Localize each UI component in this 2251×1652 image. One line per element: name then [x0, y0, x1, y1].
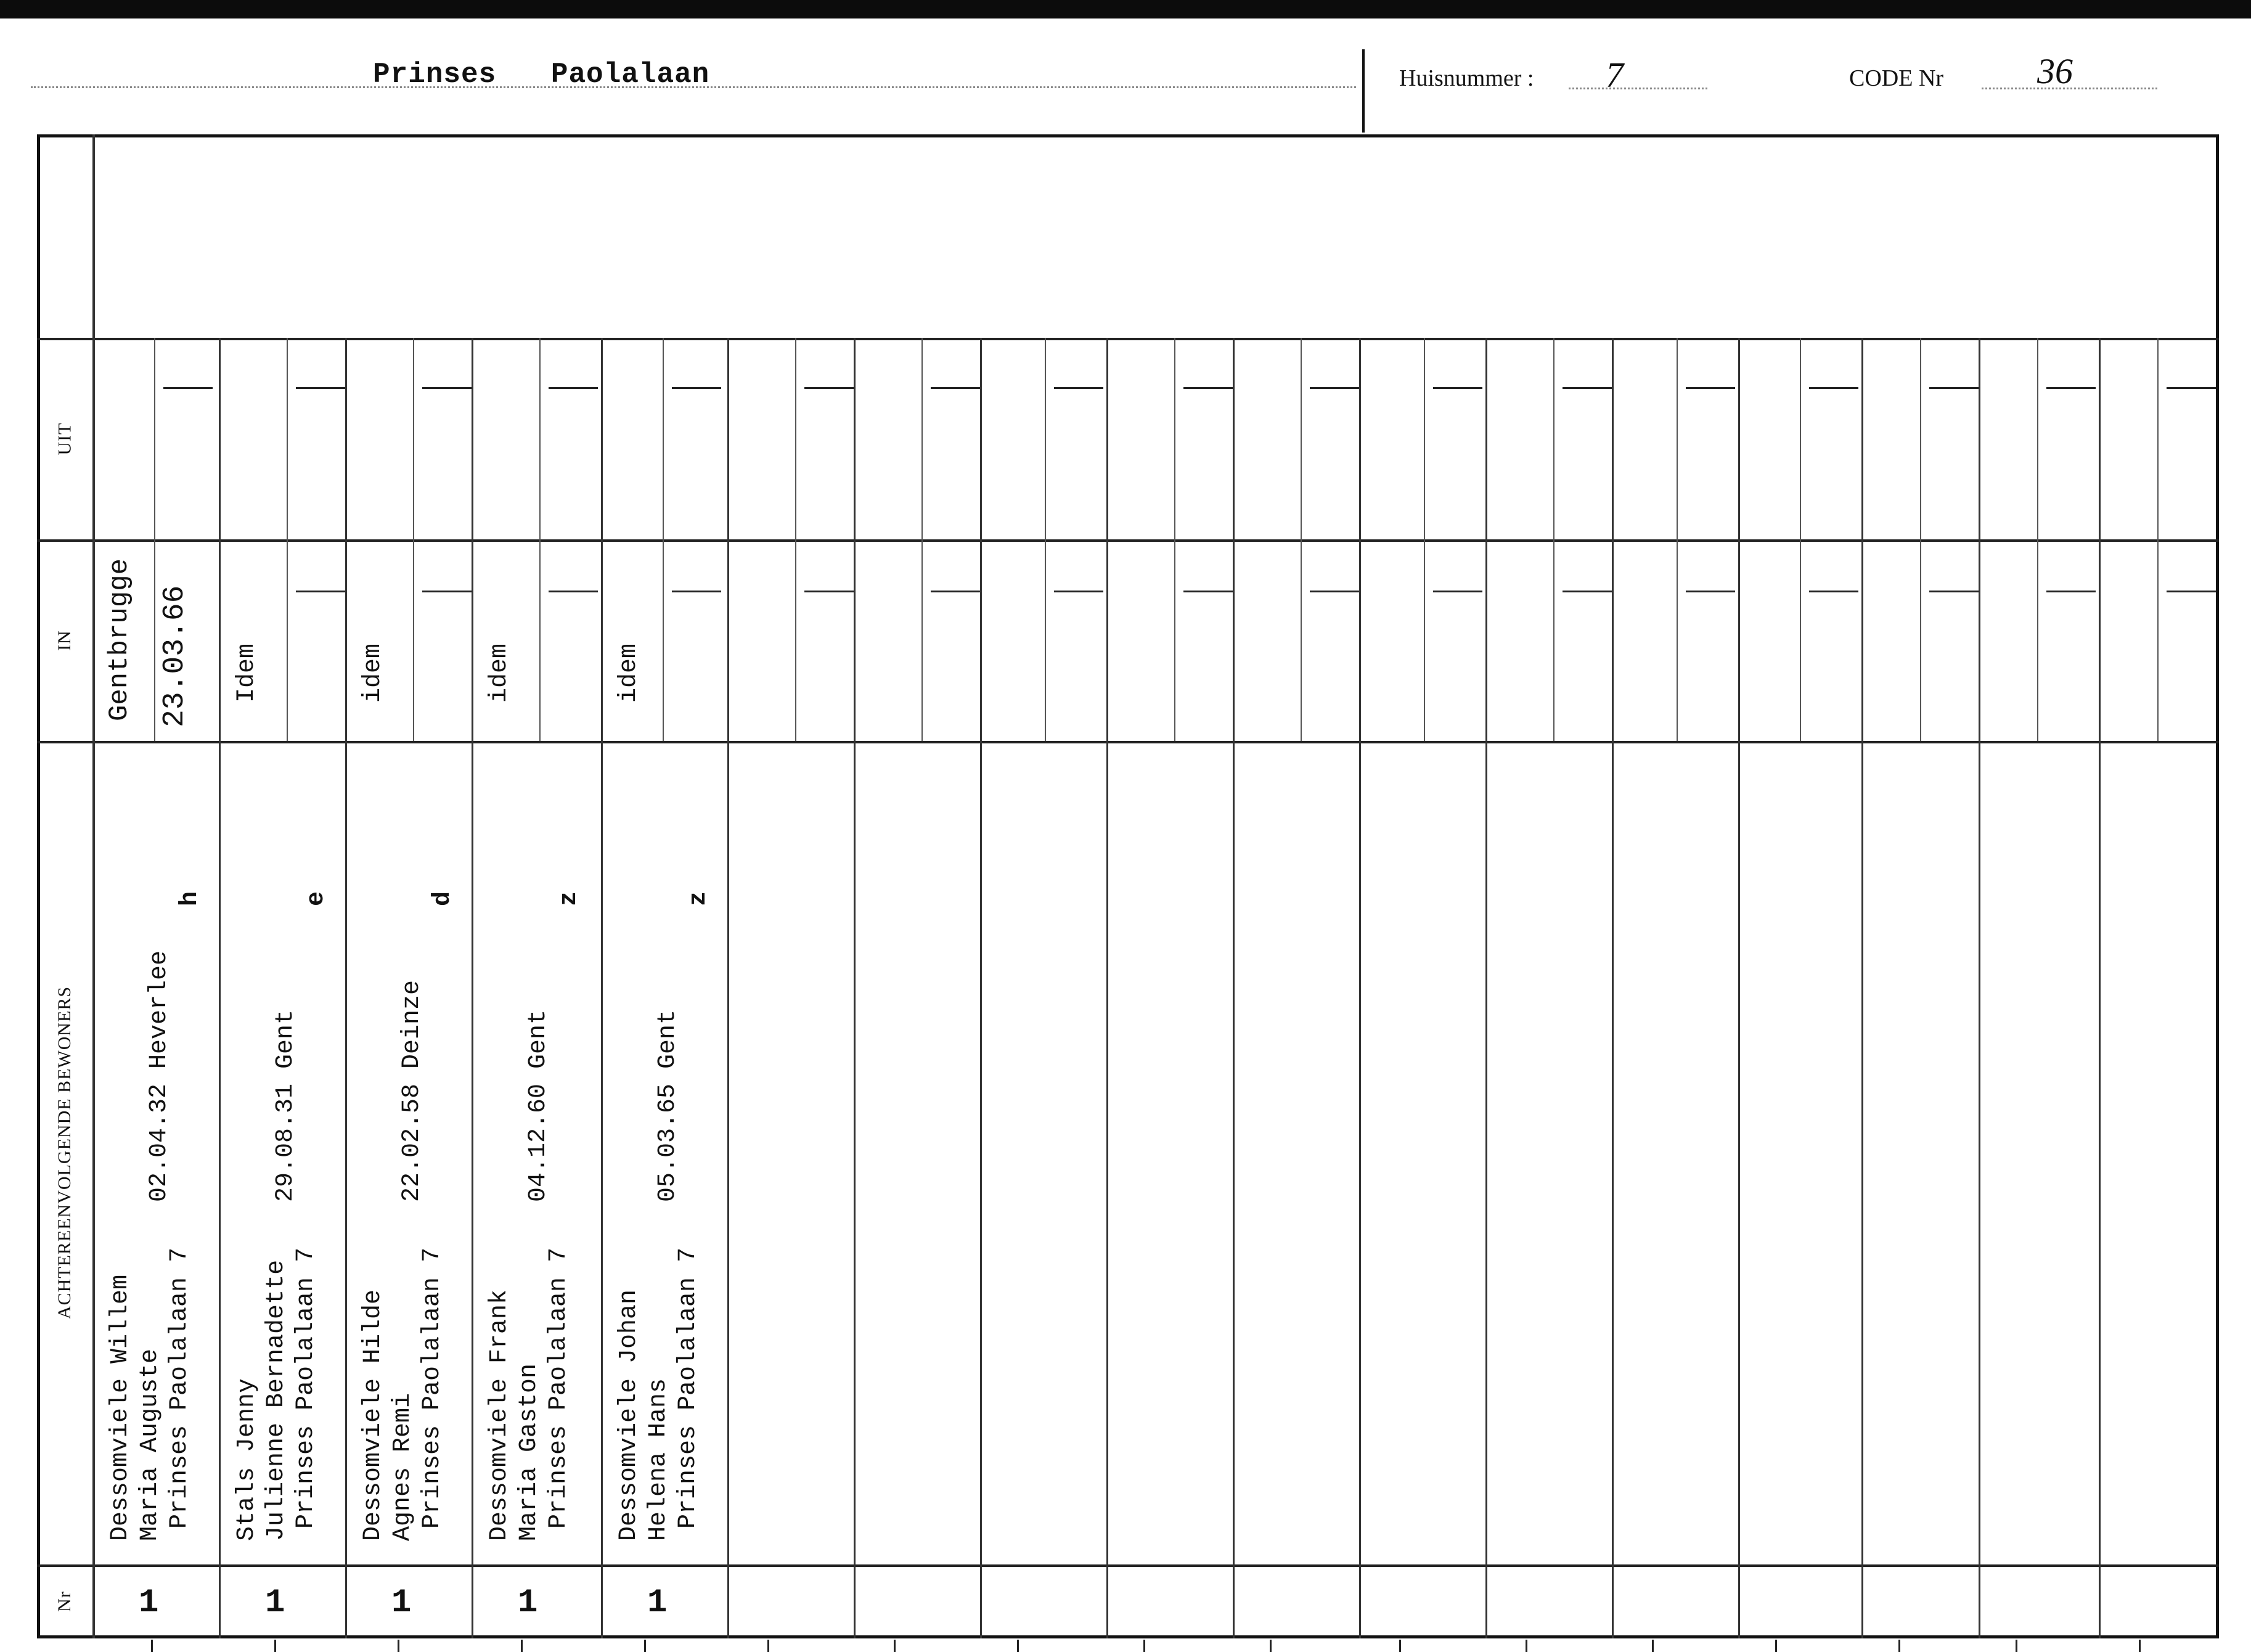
- bottom-tick: [2139, 1640, 2141, 1652]
- empty-dash-in: [1433, 591, 1482, 592]
- empty-dash-in: [1686, 591, 1735, 592]
- column-divider: [345, 338, 347, 1638]
- empty-dash-in: [2046, 591, 2096, 592]
- row-label-bewoners: ACHTEREENVOLGENDE BEWONERS: [54, 986, 75, 1320]
- empty-dash-uit: [1310, 387, 1359, 389]
- empty-dash-in: [422, 591, 472, 592]
- row-label-uit: UIT: [54, 422, 75, 455]
- sub-column-divider: [1301, 338, 1302, 741]
- resident-name-line: Stals Jenny: [233, 1378, 261, 1541]
- empty-dash-in: [296, 591, 345, 592]
- bottom-tick: [1652, 1640, 1654, 1652]
- sub-column-divider: [1677, 338, 1678, 741]
- empty-dash-uit: [2167, 387, 2216, 389]
- in-place: Idem: [233, 643, 261, 703]
- column-divider: [1612, 338, 1614, 1638]
- header-separator: [1362, 49, 1365, 133]
- bottom-tick: [151, 1640, 153, 1652]
- resident-name-line: Maria Gaston: [515, 1363, 543, 1541]
- status-code: z: [555, 891, 583, 906]
- resident-name-line: Prinses Paolalaan 7: [419, 1247, 446, 1529]
- in-place: idem: [486, 643, 513, 703]
- row-label-nr: Nr: [54, 1591, 75, 1612]
- huisnummer-dotted-line: [1569, 88, 1707, 89]
- sub-column-divider: [1045, 338, 1046, 741]
- empty-dash-in: [1929, 591, 1979, 592]
- empty-dash-uit: [1809, 387, 1858, 389]
- empty-dash-uit: [422, 387, 472, 389]
- bottom-tick: [1017, 1640, 1019, 1652]
- empty-dash-in: [804, 591, 854, 592]
- empty-dash-uit: [1054, 387, 1103, 389]
- empty-dash-uit: [1929, 387, 1979, 389]
- empty-dash-uit: [672, 387, 721, 389]
- bottom-tick: [1143, 1640, 1145, 1652]
- resident-name-line: Prinses Paolalaan 7: [674, 1247, 702, 1529]
- status-code: d: [429, 891, 457, 906]
- birth-date-place: 04.12.60 Gent: [525, 1009, 552, 1202]
- record-nr: 1: [518, 1584, 538, 1622]
- in-place: idem: [359, 643, 387, 703]
- column-divider: [2099, 338, 2101, 1638]
- sub-column-divider: [154, 338, 155, 741]
- empty-dash-uit: [549, 387, 598, 389]
- resident-name-line: Dessomviele Hilde: [359, 1289, 387, 1541]
- column-divider: [1485, 338, 1487, 1638]
- in-place: Gentbrugge: [104, 558, 135, 721]
- resident-name-line: Prinses Paolalaan 7: [292, 1247, 320, 1529]
- column-divider: [1233, 338, 1235, 1638]
- sub-column-divider: [287, 338, 288, 741]
- bottom-tick: [1399, 1640, 1401, 1652]
- huisnummer-label: Huisnummer :: [1399, 65, 1534, 91]
- empty-dash-in: [1183, 591, 1233, 592]
- column-divider: [980, 338, 982, 1638]
- sub-column-divider: [1424, 338, 1425, 741]
- column-divider: [1738, 338, 1740, 1638]
- top-border: [0, 0, 2251, 18]
- resident-name-line: Maria Auguste: [136, 1348, 164, 1541]
- bottom-tick: [274, 1640, 276, 1652]
- bottom-tick: [1775, 1640, 1777, 1652]
- bottom-tick: [1270, 1640, 1272, 1652]
- empty-dash-uit: [1183, 387, 1233, 389]
- resident-names: [232, 1248, 321, 1541]
- resident-names: [485, 1248, 574, 1541]
- empty-dash-in: [1310, 591, 1359, 592]
- row-divider-top: [37, 338, 2219, 340]
- empty-dash-in: [931, 591, 980, 592]
- record-nr: 1: [265, 1584, 285, 1622]
- resident-names: [106, 1248, 195, 1541]
- record-nr: 1: [139, 1584, 159, 1622]
- empty-dash-in: [1809, 591, 1858, 592]
- empty-dash-uit: [931, 387, 980, 389]
- sub-column-divider: [1800, 338, 1801, 741]
- empty-dash-uit: [2046, 387, 2096, 389]
- birth-date-place: 05.03.65 Gent: [654, 1009, 682, 1202]
- record-nr: 1: [391, 1584, 412, 1622]
- huisnummer-value: 7: [1606, 55, 1624, 95]
- in-date: 23.03.66: [158, 585, 192, 727]
- resident-names: [615, 1248, 703, 1541]
- column-divider: [472, 338, 473, 1638]
- row-divider-uit-in: [37, 539, 2219, 542]
- birth-date-place: 02.04.32 Heverlee: [145, 950, 173, 1202]
- row-label-in: IN: [54, 629, 75, 651]
- empty-dash-uit: [163, 387, 213, 389]
- empty-dash-in: [672, 591, 721, 592]
- resident-name-line: Prinses Paolalaan 7: [166, 1247, 194, 1529]
- column-divider: [219, 338, 221, 1638]
- sub-column-divider: [795, 338, 796, 741]
- row-divider-bewoners-nr: [37, 1564, 2219, 1567]
- birth-date-place: 29.08.31 Gent: [272, 1009, 300, 1202]
- record-nr: 1: [647, 1584, 668, 1622]
- code-value: 36: [2037, 51, 2073, 91]
- resident-name-line: Dessomviele Willem: [107, 1274, 134, 1541]
- column-divider: [1106, 338, 1108, 1638]
- in-place: idem: [615, 643, 643, 703]
- empty-dash-in: [1054, 591, 1103, 592]
- sub-column-divider: [1553, 338, 1554, 741]
- empty-dash-in: [2167, 591, 2216, 592]
- empty-dash-in: [1563, 591, 1612, 592]
- resident-name-line: Agnes Remi: [389, 1392, 417, 1541]
- bottom-tick: [398, 1640, 399, 1652]
- street-name: Prinses Paolalaan: [373, 59, 710, 91]
- column-divider: [601, 338, 603, 1638]
- code-label: CODE Nr: [1849, 65, 1944, 91]
- status-code: e: [303, 891, 330, 906]
- bottom-tick: [521, 1640, 523, 1652]
- resident-names: [359, 1248, 447, 1541]
- empty-dash-uit: [1433, 387, 1482, 389]
- resident-name-line: Dessomviele Johan: [615, 1289, 643, 1541]
- sub-column-divider: [1174, 338, 1175, 741]
- empty-dash-uit: [1686, 387, 1735, 389]
- sub-column-divider: [921, 338, 923, 741]
- empty-dash-uit: [296, 387, 345, 389]
- sub-column-divider: [663, 338, 664, 741]
- resident-name-line: Dessomviele Frank: [486, 1289, 513, 1541]
- label-column-divider: [92, 134, 95, 1638]
- resident-name-line: Julienne Bernadette: [263, 1259, 290, 1541]
- resident-name-line: Helena Hans: [645, 1378, 672, 1541]
- birth-date-place: 22.02.58 Deinze: [398, 979, 426, 1202]
- sub-column-divider: [539, 338, 541, 741]
- bottom-tick: [1898, 1640, 1900, 1652]
- column-divider: [854, 338, 856, 1638]
- column-divider: [1861, 338, 1863, 1638]
- status-code: z: [685, 891, 713, 906]
- bottom-tick: [894, 1640, 896, 1652]
- status-code: h: [176, 891, 204, 906]
- bottom-tick: [2016, 1640, 2017, 1652]
- sub-column-divider: [2157, 338, 2159, 741]
- column-divider: [1359, 338, 1361, 1638]
- sub-column-divider: [413, 338, 414, 741]
- empty-dash-uit: [804, 387, 854, 389]
- bottom-tick: [1526, 1640, 1527, 1652]
- sub-column-divider: [2037, 338, 2038, 741]
- empty-dash-uit: [1563, 387, 1612, 389]
- column-divider: [727, 338, 729, 1638]
- column-divider: [1979, 338, 1980, 1638]
- sub-column-divider: [1920, 338, 1921, 741]
- row-divider-in-bewoners: [37, 741, 2219, 743]
- bottom-tick: [644, 1640, 646, 1652]
- resident-name-line: Prinses Paolalaan 7: [545, 1247, 573, 1529]
- empty-dash-in: [549, 591, 598, 592]
- bottom-tick: [767, 1640, 769, 1652]
